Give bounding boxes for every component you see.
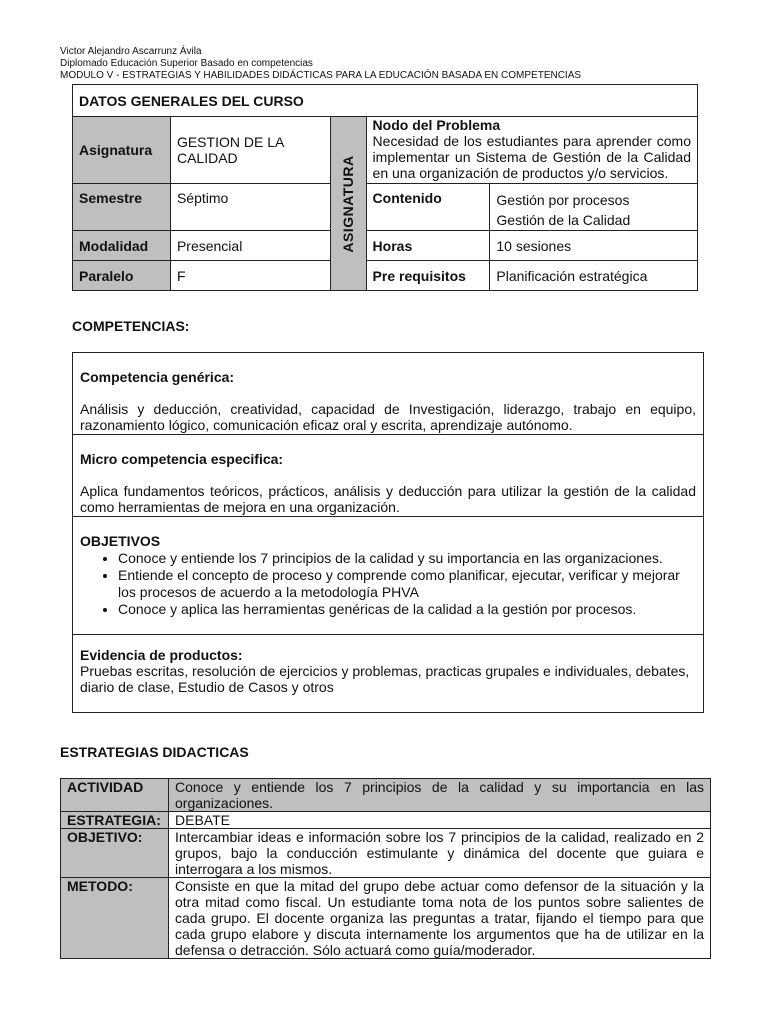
estrategia-label: ESTRATEGIA:: [61, 812, 169, 829]
objetivos-list: [80, 550, 696, 618]
semestre-value: Séptimo: [170, 184, 330, 231]
estrategias-table: [60, 778, 711, 959]
paralelo-value: F: [170, 261, 330, 291]
list-item: • Conoce y aplica las herramientas genéricas de la calidad a la gestión por procesos.: [118, 601, 696, 618]
generica-title: Competencia genérica:: [80, 369, 235, 385]
estrategias-title: ESTRATEGIAS DIDACTICAS: [60, 744, 249, 760]
course-title: DATOS GENERALES DEL CURSO: [73, 85, 698, 117]
metodo-label: METODO:: [61, 878, 169, 959]
contenido-item: Gestión por procesos: [496, 192, 630, 208]
list-item: • Entiende el concepto de proceso y comprende como planificar, ejecutar, verificar y mejorar los procesos de acuerdo a la metodología PHVA: [118, 567, 696, 601]
objetivo-label: OBJETIVO:: [61, 829, 169, 878]
prereq-label: Pre requisitos: [366, 261, 490, 291]
asignatura-label: Asignatura: [73, 117, 171, 184]
prereq-value: Planificación estratégica: [490, 261, 698, 291]
evidencia-cell: [73, 635, 704, 713]
objetivo-value: Intercambiar ideas e información sobre los 7 principios de la calidad, realizado en 2 grupos, bajo la conducción estimulante y dinámica del docente que guiara e interrogara a los mismos.: [169, 829, 711, 878]
actividad-value: Conoce y entiende los 7 principios de la calidad y su importancia en las organizaciones.: [169, 779, 711, 812]
competencias-table: [72, 352, 704, 713]
modalidad-value: Presencial: [170, 231, 330, 261]
generica-text: Análisis y deducción, creatividad, capacidad de Investigación, liderazgo, trabajo en equipo, razonamiento lógico, comunicación eficaz oral y escrita, aprendizaje autónomo.: [80, 401, 696, 433]
generica-cell: [73, 353, 704, 435]
course-data-table: [72, 84, 698, 291]
estrategia-value: DEBATE: [169, 812, 711, 829]
metodo-value: Consiste en que la mitad del grupo debe actuar como defensor de la situación y la otra mitad como fiscal. Un estudiante toma nota de los puntos sobre salientes de cada grupo. El docente organiza las preguntas a tratar, fijando el tiempo para que cada grupo elabore y discuta internamente los argumentos que ha de utilizar en la defensa o detracción. Sólo actuará como guía/moderador.: [169, 878, 711, 959]
contenido-item: Gestión de la Calidad: [496, 212, 631, 228]
header-module: MODULO V - ESTRATEGIAS Y HABILIDADES DIDÁCTICAS PARA LA EDUCACIÓN BASADA EN COMPETENCIAS: [60, 70, 582, 81]
nodo-label: Nodo del Problema: [372, 117, 501, 133]
contenido-value: [490, 184, 698, 231]
paralelo-label: Paralelo: [73, 261, 171, 291]
list-item: • Conoce y entiende los 7 principios de la calidad y su importancia en las organizaciones.: [118, 550, 696, 567]
nodo-cell: [366, 117, 697, 184]
actividad-label: ACTIVIDAD: [61, 779, 169, 812]
objetivos-title: OBJETIVOS: [80, 533, 161, 549]
header-program: Diplomado Educación Superior Basado en competencias: [60, 58, 313, 69]
nodo-text: Necesidad de los estudiantes para aprender como implementar un Sistema de Gestión de la Calidad en una organización de productos y/o servicios.: [372, 133, 691, 181]
horas-value: 10 sesiones: [490, 231, 698, 261]
micro-cell: [73, 435, 704, 517]
header-author: Victor Alejandro Ascarrunz Ávila: [60, 46, 202, 57]
semestre-label: Semestre: [73, 184, 171, 231]
evidencia-text: Pruebas escritas, resolución de ejercicios y problemas, practicas grupales e individuales, debates, diario de clase, Estudio de Casos y otros: [80, 663, 690, 695]
asignatura-value: GESTION DE LA CALIDAD: [170, 117, 330, 184]
asignatura-vertical-cell: [330, 117, 366, 291]
micro-title: Micro competencia especifica:: [80, 451, 284, 467]
evidencia-title: Evidencia de productos:: [80, 647, 243, 663]
contenido-label: Contenido: [366, 184, 490, 231]
competencias-title: COMPETENCIAS:: [72, 318, 190, 334]
asignatura-vertical-label: ASIGNATURA: [340, 154, 357, 253]
objetivos-cell: [73, 517, 704, 635]
horas-label: Horas: [366, 231, 490, 261]
micro-text: Aplica fundamentos teóricos, prácticos, análisis y deducción para utilizar la gestión de la calidad como herramientas de mejora en una organización.: [80, 483, 696, 515]
modalidad-label: Modalidad: [73, 231, 171, 261]
